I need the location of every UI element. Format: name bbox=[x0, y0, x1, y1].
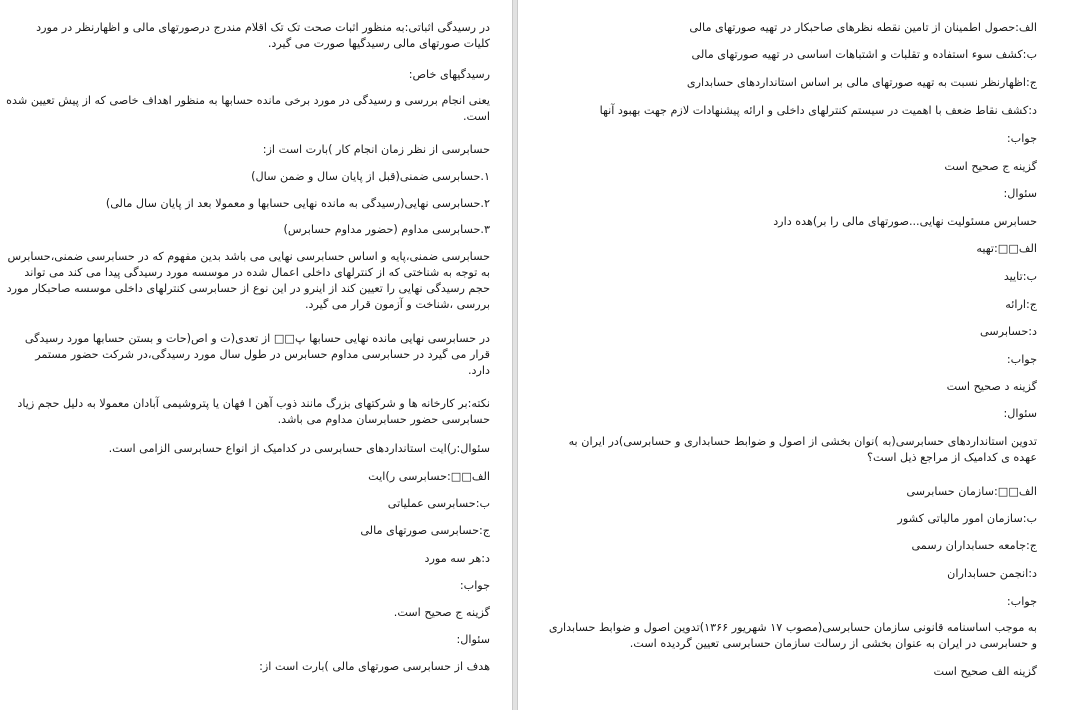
paragraph: در رسیدگی اثباتی:به منظور اثبات صحت تک تک اقلام مندرج درصورتهای مالی و اظهارنظر در مورد کلیات صورتهای مالی رسیدگیها صورت می گیرد. bbox=[36, 21, 490, 50]
question-label: سئوال: bbox=[1003, 407, 1037, 420]
paragraph: حسابرسی ضمنی،پایه و اساس حسابرسی نهایی می باشد بدین مفهوم که در حسابرسی ضمنی،حسابرس به توجه به شناختی که از کنترلهای داخلی اعمال شده در موسسه مورد رسیدگی پیدا می کند می تواند حجم رسیدگی نهایی را تعیین کند از اینرو در این نوع از حسابرسی کنترلهای داخلی موسسه صاحبکار مورد بررسی ،شناخت و آزمون قرار می گیرد. bbox=[6, 250, 490, 311]
answer-text: گزینه ج صحیح است bbox=[944, 160, 1037, 173]
list-item: ۱.حسابرسی ضمنی(قبل از پایان سال و ضمن سال) bbox=[251, 170, 490, 183]
answer-option: ب:کشف سوء استفاده و تقلبات و اشتباهات اساسی در تهیه صورتهای مالی bbox=[691, 48, 1037, 61]
question: تدوین استانداردهای حسابرسی(به )نوان بخشی از اصول و ضوابط حسابداری و حسابرسی)در ایران به عهده ی کدامیک از مراجع ذیل است؟ bbox=[568, 435, 1037, 464]
answer-option: ب:حسابرسی عملیاتی bbox=[387, 497, 490, 510]
answer-explanation: به موجب اساسنامه قانونی سازمان حسابرسی(مصوب ۱۷ شهریور ۱۳۶۶)تدوین اصول و ضوابط حسابداری و حسابرسی در ایران به عنوان بخشی از رسالت سازمان حسابرسی تعیین گردیده است. bbox=[548, 621, 1037, 650]
list-item: ۳.حسابرسی مداوم (حضور مداوم حسابرس) bbox=[283, 223, 490, 236]
answer-option: الف:حصول اطمینان از تامین نقطه نظرهای صاحبکار در تهیه صورتهای مالی bbox=[689, 21, 1037, 34]
answer-label: جواب: bbox=[1006, 595, 1037, 608]
left-page bbox=[0, 0, 512, 710]
question-label: سئوال: bbox=[1003, 187, 1037, 200]
question: حسابرس مسئولیت نهایی...صورتهای مالی را بر)هده دارد bbox=[773, 215, 1037, 228]
answer-label: جواب: bbox=[459, 579, 490, 592]
answer-text: گزینه ج صحیح است. bbox=[393, 606, 490, 619]
answer-option: ج:اظهارنظر نسبت به تهیه صورتهای مالی بر اساس استانداردهای حسابداری bbox=[686, 76, 1037, 89]
answer-option: الف□□:تهیه bbox=[976, 242, 1037, 255]
paragraph: حسابرسی از نظر زمان انجام کار )بارت است از: bbox=[262, 143, 490, 156]
answer-option: الف□□:سازمان حسابرسی bbox=[906, 485, 1037, 498]
answer-option: ب:سازمان امور مالیاتی کشور bbox=[897, 512, 1037, 525]
answer-label: جواب: bbox=[1006, 132, 1037, 145]
question: سئوال:ر)ایت استانداردهای حسابرسی در کدامیک از انواع حسابرسی الزامی است. bbox=[108, 442, 490, 455]
answer-option: ج:حسابرسی صورتهای مالی bbox=[360, 524, 490, 537]
paragraph: در حسابرسی نهایی مانده نهایی حسابها پ□□ از تعدی(ت و اص(حات و بستن حسابها مورد رسیدگی قرار می گیرد در حسابرسی مداوم حسابرس در طول سال مورد رسیدگی،در شرکت حضور مستمر دارد. bbox=[24, 332, 490, 377]
answer-option: د:حسابرسی bbox=[979, 325, 1037, 338]
question-label: سئوال: bbox=[456, 633, 490, 646]
answer-label: جواب: bbox=[1006, 353, 1037, 366]
subheading: رسیدگیهای خاص: bbox=[408, 68, 490, 81]
list-item: ۲.حسابرسی نهایی(رسیدگی به مانده نهایی حسابها و معمولا بعد از پایان سال مالی) bbox=[105, 197, 490, 210]
answer-option: د:کشف نقاط ضعف با اهمیت در سیستم کنترلهای داخلی و ارائه پیشنهادات لازم جهت بهبود آنها bbox=[599, 104, 1037, 117]
answer-option: الف□□:حسابرسی ر)ایت bbox=[368, 470, 490, 483]
answer-option: ب:تایید bbox=[1003, 270, 1037, 283]
paragraph: یعنی انجام بررسی و رسیدگی در مورد برخی مانده حسابها به منظور اهداف خاصی که از پیش تعیین شده است. bbox=[6, 94, 490, 123]
answer-option: د:هر سه مورد bbox=[424, 552, 490, 565]
answer-option: د:انجمن حسابداران bbox=[947, 567, 1037, 580]
question: هدف از حسابرسی صورتهای مالی )بارت است از: bbox=[259, 660, 490, 673]
answer-option: ج:ارائه bbox=[1005, 298, 1037, 311]
note-paragraph: نکته:بر کارخانه ها و شرکتهای بزرگ مانند ذوب آهن ا فهان یا پتروشیمی آبادان معمولا به دلیل حجم زیاد حسابرسی حضور حسابرسان مداوم می باشد. bbox=[17, 397, 490, 426]
right-page bbox=[518, 0, 1089, 710]
answer-text: گزینه الف صحیح است bbox=[933, 665, 1037, 678]
answer-option: ج:جامعه حسابداران رسمی bbox=[911, 539, 1037, 552]
answer-text: گزینه د صحیح است bbox=[946, 380, 1037, 393]
